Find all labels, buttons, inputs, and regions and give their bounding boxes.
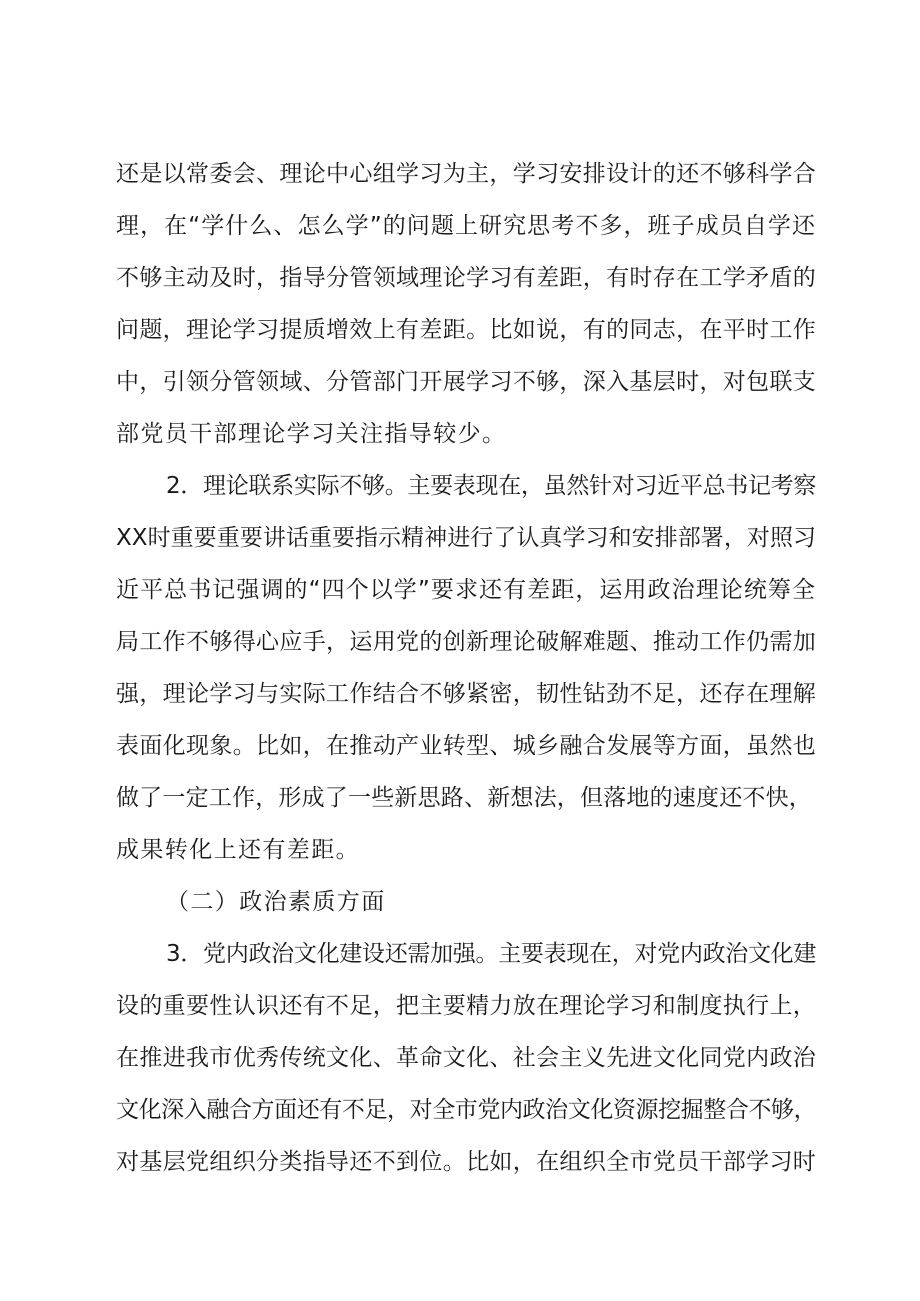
section-heading: （二）政治素质方面: [166, 889, 386, 915]
body-text-line: 还是以常委会、理论中心组学习为主，学习安排设计的还不够科学合: [116, 161, 816, 187]
body-text-line: 在推进我市优秀传统文化、革命文化、社会主义先进文化同党内政治: [116, 1045, 816, 1071]
body-text-line: 问题，理论学习提质增效上有差距。比如说，有的同志，在平时工作: [116, 317, 816, 343]
body-text-line: 对基层党组织分类指导还不到位。比如，在组织全市党员干部学习时: [116, 1149, 816, 1175]
body-text-line: 近平总书记强调的“四个以学”要求还有差距，运用政治理论统筹全: [116, 577, 816, 603]
body-text-line: 文化深入融合方面还有不足，对全市党内政治文化资源挖掘整合不够，: [116, 1097, 816, 1123]
body-text-line: 强，理论学习与实际工作结合不够紧密，韧性钻劲不足，还存在理解: [116, 681, 816, 707]
body-text-line: 设的重要性认识还有不足，把主要精力放在理论学习和制度执行上，: [116, 993, 816, 1019]
body-text-line: 理，在“学什么、怎么学”的问题上研究思考不多，班子成员自学还: [116, 213, 816, 239]
body-text-line: 做了一定工作，形成了一些新思路、新想法，但落地的速度还不快，: [116, 785, 812, 811]
body-text-line: XX时重要重要讲话重要指示精神进行了认真学习和安排部署，对照习: [116, 525, 816, 551]
paragraph-first-line: 2．理论联系实际不够。主要表现在，虽然针对习近平总书记考察: [166, 473, 816, 499]
body-text-line: 部党员干部理论学习关注指导较少。: [116, 421, 507, 447]
body-text-line: 成果转化上还有差距。: [116, 837, 360, 863]
body-text-line: 局工作不够得心应手，运用党的创新理论破解难题、推动工作仍需加: [116, 629, 816, 655]
body-text-line: 中，引领分管领域、分管部门开展学习不够，深入基层时，对包联支: [116, 369, 816, 395]
body-text-line: 表面化现象。比如，在推动产业转型、城乡融合发展等方面，虽然也: [116, 733, 816, 759]
paragraph-first-line: 3．党内政治文化建设还需加强。主要表现在，对党内政治文化建: [166, 941, 816, 967]
body-text-line: 不够主动及时，指导分管领域理论学习有差距，有时存在工学矛盾的: [116, 265, 816, 291]
